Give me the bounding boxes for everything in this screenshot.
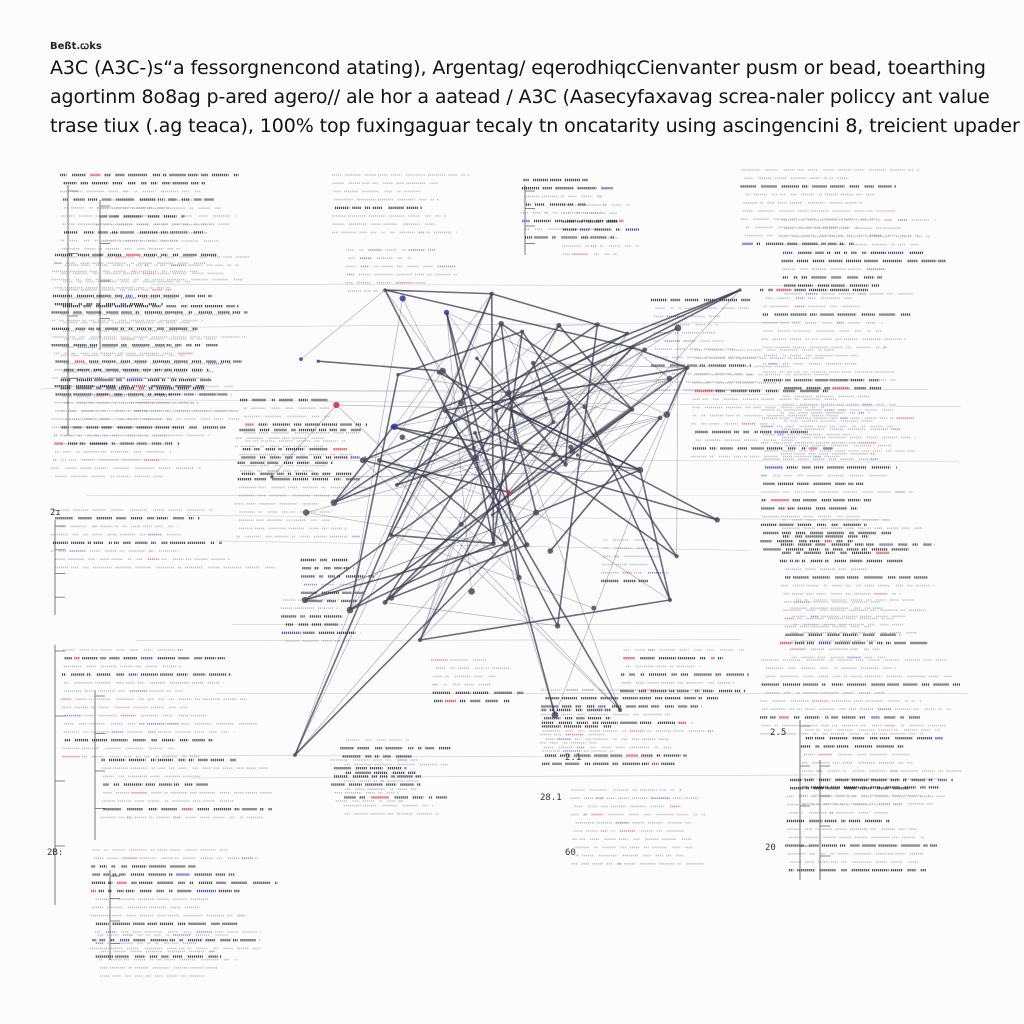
graph-node [715, 517, 720, 522]
graph-node [391, 423, 397, 429]
graph-node [658, 416, 662, 420]
graph-edge [295, 610, 350, 755]
scale-label: 2.1 [565, 753, 582, 763]
graph-node [437, 371, 441, 375]
faint-connection-layer [41, 185, 967, 960]
graph-node [472, 455, 479, 462]
graph-node [569, 448, 575, 454]
graph-node [524, 542, 529, 547]
graph-node [637, 467, 644, 474]
graph-node [519, 445, 523, 449]
graph-node [347, 607, 354, 614]
graph-node [498, 321, 504, 327]
graph-node [443, 407, 449, 413]
graph-node [663, 411, 670, 418]
graph-node [299, 357, 303, 361]
scale-label: 2.5 [770, 728, 787, 738]
graph-node [563, 462, 567, 466]
graph-node [423, 474, 427, 478]
graph-node [675, 325, 682, 332]
graph-edge [425, 415, 667, 477]
graph-node [552, 712, 559, 719]
scale-label: 2ɪ [50, 508, 61, 518]
graph-node [642, 347, 647, 352]
graph-node [302, 597, 308, 603]
graph-node [388, 595, 394, 601]
graph-node [625, 332, 629, 336]
graph-edge [420, 600, 670, 640]
graph-node [396, 373, 400, 377]
graph-node [473, 431, 477, 435]
graph-edge [640, 415, 667, 470]
graph-node [490, 292, 494, 296]
graph-edge [640, 470, 670, 600]
guide-line [136, 640, 740, 641]
guide-line [192, 775, 818, 778]
graph-node [506, 490, 510, 494]
graph-node [270, 475, 273, 478]
graph-edge [301, 290, 385, 359]
graph-node [547, 548, 553, 554]
graph-node [458, 400, 464, 406]
graph-edge [559, 325, 598, 326]
graph-edge [336, 405, 510, 409]
annotation-blocks [51, 170, 962, 976]
description-line-3: trase tiux (.ag teaca), 100% top fuxingaguar tecaly tn oncatarity using ascingencini 8, treicient upader [50, 115, 1020, 137]
graph-node [400, 434, 406, 440]
graph-node [567, 400, 572, 405]
small-label: Beßt.ꞷks [50, 41, 102, 52]
graph-edges [272, 290, 740, 755]
graph-node [630, 407, 634, 411]
graph-node [468, 588, 475, 595]
guide-line [80, 460, 958, 461]
graph-node [491, 513, 494, 516]
graph-node [668, 598, 672, 602]
graph-node [395, 483, 399, 487]
graph-node [533, 510, 539, 516]
graph-node [582, 404, 587, 409]
graph-node [389, 533, 393, 537]
graph-node [618, 708, 622, 712]
graph-edge [272, 476, 425, 477]
graph-node [675, 554, 679, 558]
graph-node [444, 310, 449, 315]
graph-node [576, 453, 579, 456]
scale-label: 2B: [47, 848, 64, 858]
graph-edge [393, 427, 717, 520]
graph-node [491, 541, 496, 546]
description-line-2: agortinm 8o8ag p-ared agero// ale hor a aatead / A3C (Aasecyfaxavag screa-naler policcy ant value [50, 86, 990, 108]
graph-node [531, 361, 536, 366]
graph-node [513, 440, 518, 445]
graph-node [317, 360, 320, 363]
description-block [50, 54, 1020, 141]
graph-node [333, 402, 339, 408]
graph-node [685, 366, 689, 370]
graph-node [520, 330, 524, 334]
guide-line [185, 516, 890, 520]
scale-label: 60 [565, 848, 576, 858]
scale-label: 28.1 [540, 793, 562, 803]
graph-edge [677, 328, 678, 556]
graph-edge [306, 418, 660, 513]
description-line-1: A3C (A3C-)s“a fessorgnencond atating), Argentag/ eqerodhiqcCienvanter pusm or bead, toearthing [50, 57, 986, 79]
graph-node [544, 397, 548, 401]
graph-node [508, 407, 512, 411]
graph-node [551, 420, 555, 424]
graph-node [418, 638, 422, 642]
graph-node [595, 322, 600, 327]
graph-edge [496, 333, 627, 410]
scale-label: 20 [765, 843, 776, 853]
graph-node [293, 753, 297, 757]
graph-node [556, 323, 561, 328]
graph-node [475, 357, 479, 361]
graph-node [360, 457, 366, 463]
graph-node [459, 522, 464, 527]
graph-node [377, 458, 382, 463]
graph-node [631, 346, 635, 350]
graph-node [667, 376, 673, 382]
network-diagram [0, 150, 1024, 1024]
graph-node [494, 409, 498, 413]
graph-node [551, 453, 556, 458]
graph-node [331, 499, 338, 506]
graph-node [555, 623, 560, 628]
graph-node [738, 288, 741, 291]
graph-node [503, 541, 509, 547]
graph-node [472, 446, 476, 450]
graph-node [591, 606, 596, 611]
graph-node [505, 390, 511, 396]
guide-line [151, 284, 851, 286]
graph-node [303, 509, 309, 515]
graph-node [516, 575, 521, 580]
graph-edge [447, 312, 494, 543]
graph-node [383, 288, 387, 292]
graph-node [400, 295, 406, 301]
graph-node [383, 600, 388, 605]
